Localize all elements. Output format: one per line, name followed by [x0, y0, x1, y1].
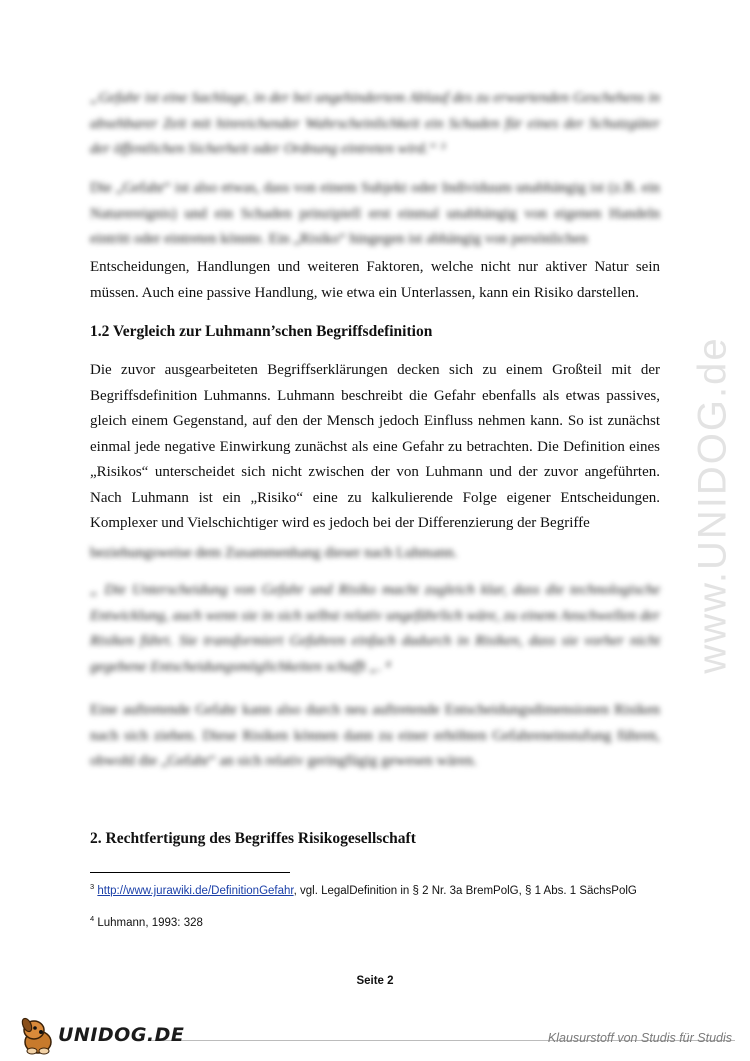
dog-mascot-icon [18, 1016, 62, 1056]
unidog-logo[interactable] [18, 1016, 185, 1056]
footnote-3-number: 3 [90, 882, 95, 891]
blurred-paragraph-gefahr: Die „Gefahr“ ist also etwas, dass von einem Subjekt oder Individuum unabhängig ist (z.B. ein Naturereignis) und ein Schaden prinzipiell erst einmal unabhängig von eigenen Handeln eintritt oder eintreten könnte. Ein „Risiko“ hingegen ist abhängig von persönlichen [90, 180, 660, 247]
blurred-paragraph-conclusion: Eine auftretende Gefahr kann also durch neu auftretende Entscheidungsdimensionen Risiken nach sich ziehen. Diese Risiken können dann zu einer erhöhten Gefahreneinstufung führen, obwohl die „Gefahr“ an sich relativ geringfügig gewesen wären. [90, 702, 660, 769]
blurred-quote-luhmann: „ Die Unterscheidung von Gefahr und Risiko macht zugleich klar, dass die technologische Entwicklung, auch wenn sie in sich selbst relativ ungefährlich wäre, zu einem Anschwellen der Risiken führt. Sie transformiert Gefahren einfach dadurch in Risiken, dass sie vorher nicht gegebene Entscheidungsmöglichkeiten schafft „. ⁴ [90, 582, 660, 675]
footnote-separator [90, 872, 290, 873]
logo-text: UNIDOG.DE [58, 1024, 185, 1046]
footer-slogan: Klausurstoff von Studis für Studis [547, 1031, 732, 1045]
page-number: Seite 2 [356, 975, 394, 987]
footnote-4-number: 4 [90, 914, 95, 923]
footnote-3-link[interactable]: http://www.jurawiki.de/DefinitionGefahr [97, 884, 294, 897]
blurred-quote-definition: „Gefahr ist eine Sachlage, in der bei ungehindertem Ablauf des zu erwartenden Geschehens in absehbarer Zeit mit hinreichender Wahrscheinlichkeit ein Schaden für eines der Schutzgüter der öffentlichen Sicherheit oder Ordnung eintreten wird.“ ³ [90, 90, 660, 157]
paragraph-risiko: Entscheidungen, Handlungen und weiteren Faktoren, welche nicht nur aktiver Natur sein müssen. Auch eine passive Handlung, wie etwa ein Unterlassen, kann ein Risiko darstellen. [90, 259, 660, 301]
footnote-4 [90, 914, 710, 929]
paragraph-luhmann-comparison: Die zuvor ausgearbeiteten Begriffserklärungen decken sich zu einem Großteil mit der Begriffsdefinition Luhmanns. Luhmann beschreibt die Gefahr ebenfalls als etwas passives, gleich einem Gegenstand, auf den der Mensch jedoch Einfluss nehmen kann. So ist zunächst einmal jede negative Einwirkung zunächst als eine Gefahr zu betrachten. Die Definition eines „Risikos“ unterscheidet sich nicht zwischen der von Luhmann und der zuvor angeführten. Nach Luhmann ist ein „Risiko“ eine zu kalkulierende Folge eigener Entscheidungen. Komplexer und Vielschichtiger wird es jedoch bei der Differenzierung der Begriffe [90, 362, 660, 531]
page-footer [0, 1010, 750, 1060]
footnote-3 [90, 882, 710, 897]
blurred-paragraph-continuation: beziehungsweise dem Zusammenhang dieser nach Luhmann. [90, 545, 458, 561]
footnote-3-text: , vgl. LegalDefinition in § 2 Nr. 3a BremPolG, § 1 Abs. 1 SächsPolG [293, 884, 637, 897]
section-heading-2: 2. Rechtfertigung des Begriffes Risikogesellschaft [90, 830, 416, 847]
footnote-4-text: Luhmann, 1993: 328 [97, 916, 203, 929]
section-heading-1-2: 1.2 Vergleich zur Luhmann’schen Begriffsdefinition [90, 323, 433, 340]
watermark-text: www.UNIDOG.de [690, 336, 735, 674]
